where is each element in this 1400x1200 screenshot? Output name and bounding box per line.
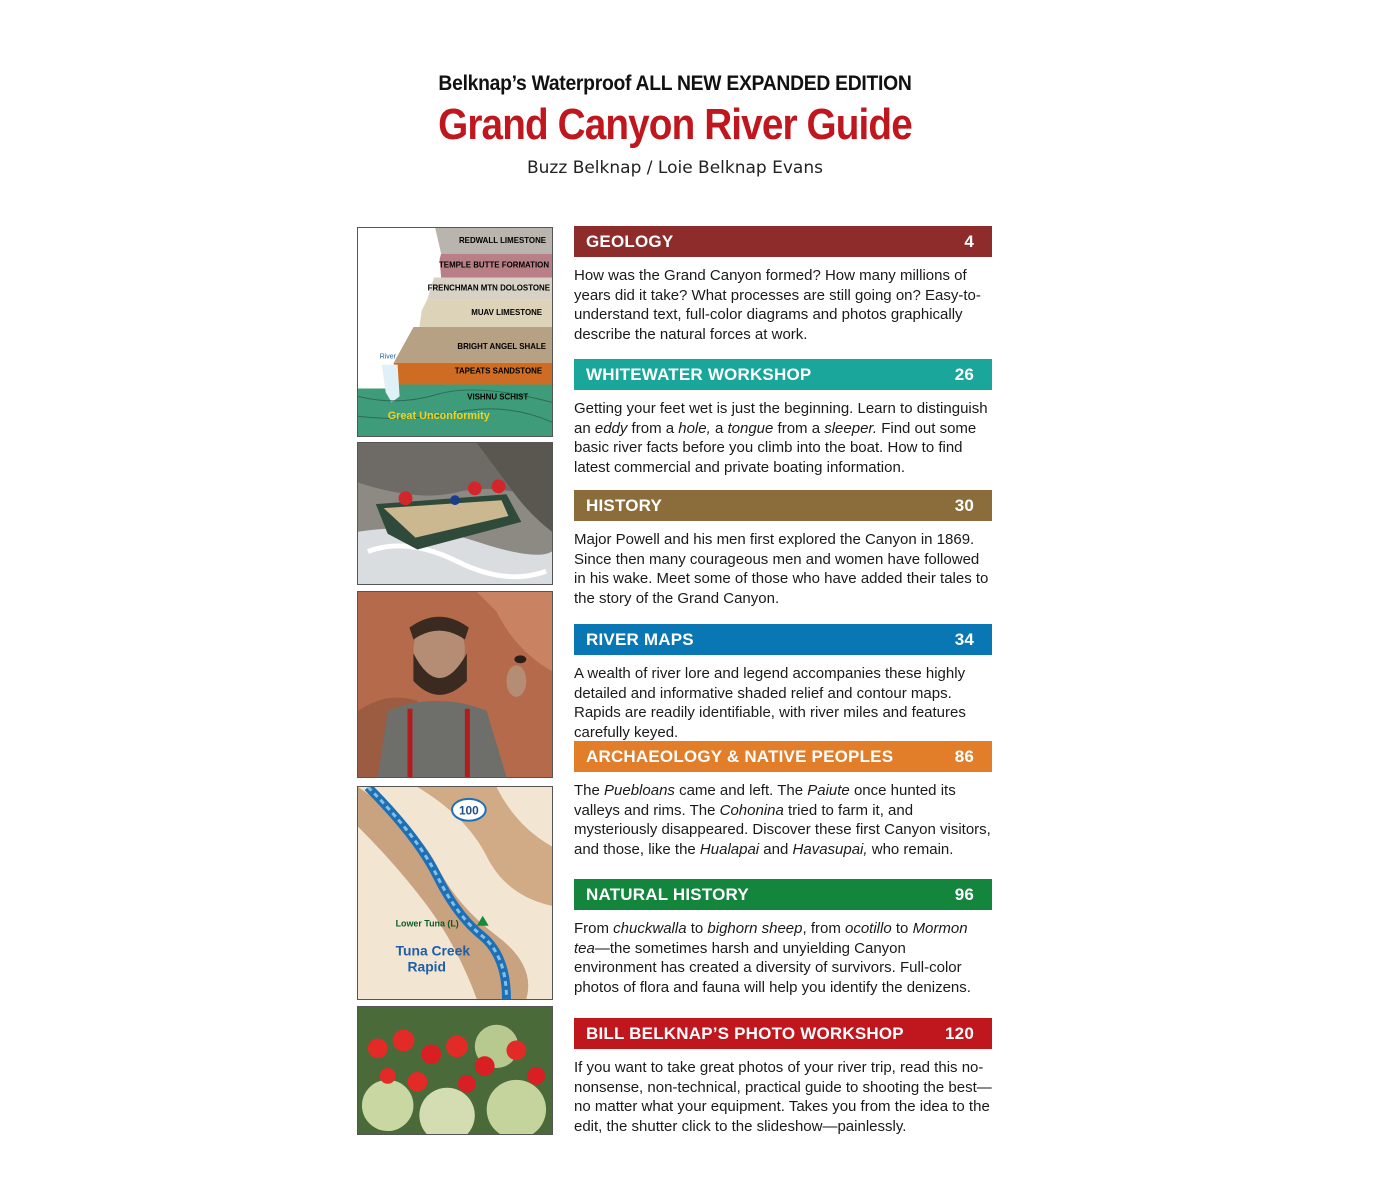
history-portrait-photo [357,591,553,778]
section-geology [574,226,992,344]
section-title: RIVER MAPS [586,629,694,649]
description-italic-term: Hualapai [699,840,760,858]
description-text: Find out some basic river facts before you climb into the boat. How to find latest commercial and private boating information. [574,419,977,476]
river-map-image [357,786,553,1000]
description-italic-term: Havasupai, [792,840,868,858]
section-description [574,664,992,742]
label-layer-tapeats: TAPEATS SANDSTONE [454,366,543,376]
section-page-number: 34 [954,629,974,649]
section-title: WHITEWATER WORKSHOP [586,364,812,384]
label-river: River [379,353,396,361]
section-header-bar [574,624,992,655]
description-italic-term: chuckwalla [613,920,687,937]
camp-label: Lower Tuna (L) [395,918,459,929]
description-italic-term: Paiute [807,782,850,799]
section-description [574,919,992,997]
section-photo-workshop [574,1018,992,1136]
rapid-label-line2: Rapid [407,958,446,975]
section-page-number: 30 [954,495,974,515]
section-description [574,1058,992,1136]
description-italic-term: sleeper. [824,419,878,437]
description-text: , from [802,920,845,937]
section-header-bar [574,359,992,390]
description-text: How was the Grand Canyon formed? How many millions of years did it take? What processes are still going on? Easy-to-understand text, full-color diagrams and photos graphically describe the natural forces at work. [574,267,981,343]
description-text: The [574,782,605,799]
section-header-bar [574,741,992,772]
section-description [574,399,992,477]
whitewater-boat-photo [357,442,553,585]
description-text: from a [627,419,679,437]
label-layer-temple-butte: TEMPLE BUTTE FORMATION [438,260,550,270]
description-text: a [710,419,728,437]
section-title: BILL BELKNAP’S PHOTO WORKSHOP [586,1023,904,1043]
label-layer-vishnu: VISHNU SCHIST [467,392,529,402]
description-italic-term: Puebloans [604,782,675,799]
section-description [574,781,992,859]
label-layer-muav: MUAV LIMESTONE [471,308,543,318]
description-italic-term: Cohonina [719,801,784,819]
label-layer-redwall: REDWALL LIMESTONE [458,235,547,245]
section-description [574,530,992,608]
section-river-maps [574,624,992,742]
description-text: A wealth of river lore and legend accompanies these highly detailed and informative shaded relief and contour maps. Rapids are readily identifiable, with river miles and features carefully keyed. [574,665,966,741]
section-header-bar [574,226,992,257]
geology-diagram [357,227,553,437]
section-whitewater-workshop [574,359,992,477]
description-text: and [759,840,793,858]
section-history [574,490,992,608]
section-natural-history [574,879,992,997]
description-text: came and left. The [674,782,808,799]
description-italic-term: ocotillo [845,920,892,937]
description-text: tried to farm it, and mysteriously disappeared. Discover these first Canyon visitors, and those, like the [574,801,991,858]
section-page-number: 86 [954,746,974,766]
description-text: from a [773,419,825,437]
description-text: Getting your feet wet is just the beginning. Learn to distinguish an [574,400,988,437]
description-italic-term: tongue [727,419,774,437]
description-italic-term: Mormon tea [574,920,968,957]
description-italic-term: hole, [678,419,711,437]
description-text: to [686,920,708,937]
description-text: Major Powell and his men first explored the Canyon in 1869. Since then many courageous men and women have followed in his wake. Meet some of those who have added their tales to the story of the Grand Canyon. [574,531,989,607]
section-archaeology [574,741,992,859]
natural-history-cactus-photo [357,1006,553,1135]
description-text: —the sometimes harsh and unyielding Canyon environment has created a diversity of survivors. Full-color photos of flora and fauna will help you identify the denizens. [574,939,971,996]
label-layer-frenchman: FRENCHMAN MTN DOLOSTONE [427,283,551,293]
page-title: Grand Canyon River Guide [438,100,912,149]
section-header-bar [574,1018,992,1049]
section-page-number: 96 [954,884,974,904]
section-title: GEOLOGY [586,231,674,251]
description-italic-term: bighorn sheep [707,920,803,937]
section-page-number: 26 [954,364,974,384]
label-great-unconformity: Great Unconformity [387,410,490,423]
mile-marker-label: 100 [458,803,479,818]
description-text: If you want to take great photos of your river trip, read this no-nonsense, non-technical, practical guide to shooting the best—no matter what your equipment. Takes you from the idea to the edit, the shutter click to the slideshow—painlessly. [574,1059,992,1135]
authors: Buzz Belknap / Loie Belknap Evans [527,158,823,178]
description-italic-term: eddy [594,419,628,437]
section-title: NATURAL HISTORY [586,884,749,904]
section-header-bar [574,490,992,521]
section-description [574,266,992,344]
label-layer-bright-angel: BRIGHT ANGEL SHALE [457,341,547,351]
section-header-bar [574,879,992,910]
description-text: once hunted its valleys and rims. The [574,782,956,819]
description-text: to [891,920,913,937]
rapid-label-line1: Tuna Creek [395,942,471,959]
section-page-number: 4 [964,231,974,251]
description-text: who remain. [867,840,954,858]
section-page-number: 120 [945,1023,974,1043]
edition-line: Belknap’s Waterproof ALL NEW EXPANDED EDITION [438,72,912,95]
section-title: HISTORY [586,495,663,515]
description-text: From [574,920,614,937]
section-title: ARCHAEOLOGY & NATIVE PEOPLES [586,746,894,766]
header [0,72,1350,178]
